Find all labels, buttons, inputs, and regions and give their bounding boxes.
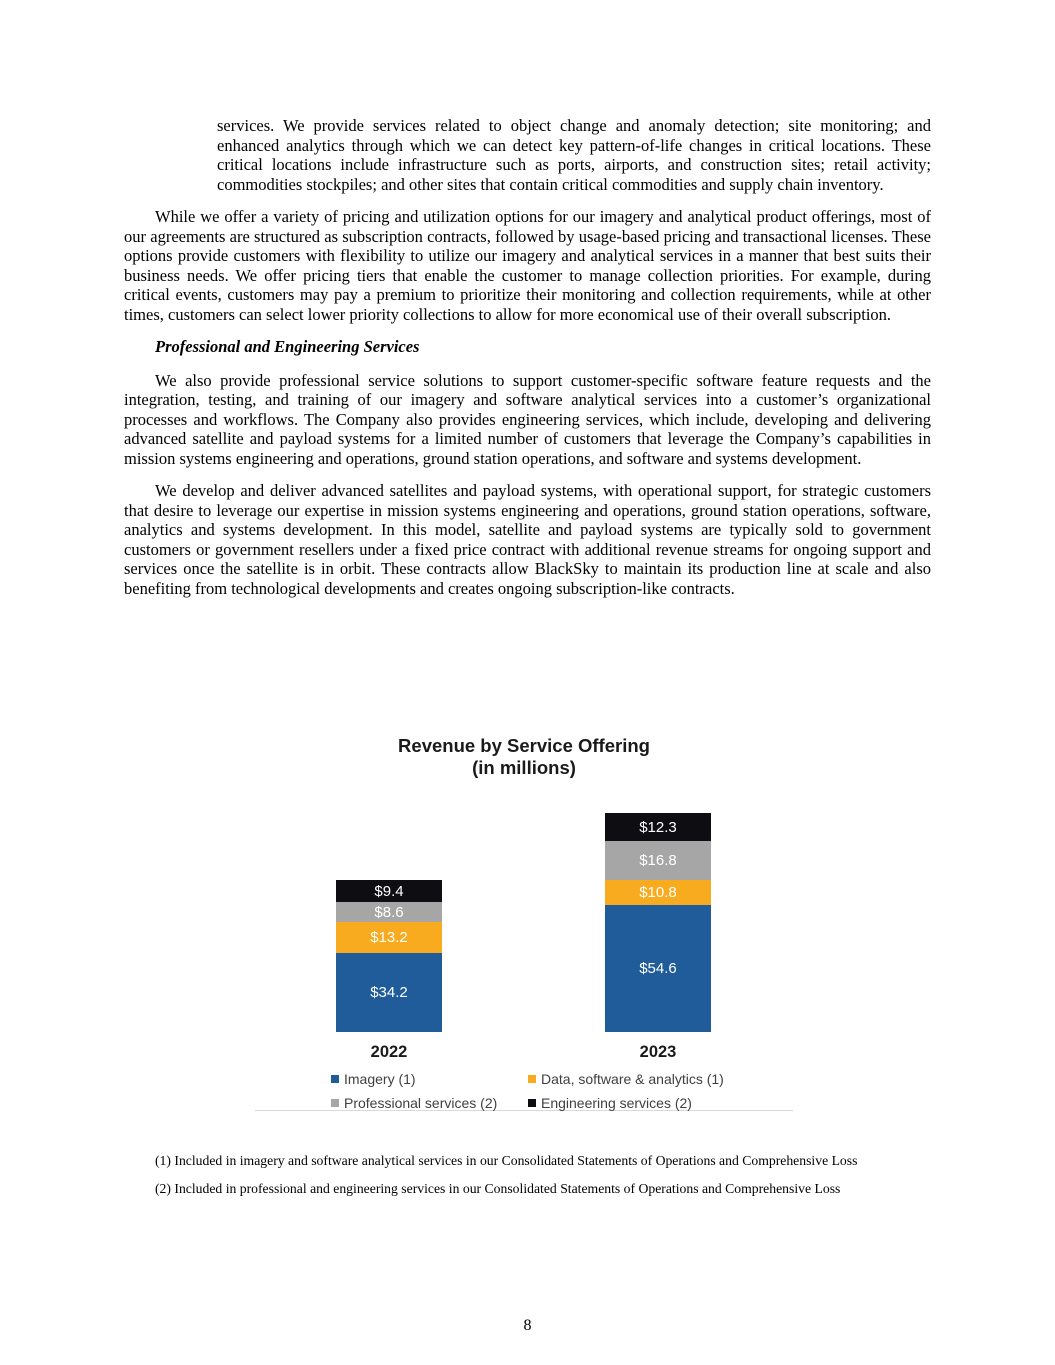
legend-item-engineering-services (528, 1095, 692, 1111)
bar-segment-label: $13.2 (370, 929, 408, 946)
bar-segment (336, 880, 442, 902)
legend-item-data-software-analytics (528, 1071, 724, 1087)
bar-segment-label: $16.8 (639, 852, 677, 869)
bar-segment (336, 922, 442, 953)
legend-label: Data, software & analytics (1) (541, 1071, 724, 1087)
body-text (124, 116, 931, 611)
stacked-bar-2022 (336, 880, 442, 1032)
chart-subtitle: (in millions) (472, 757, 576, 778)
chart-plot-area (255, 813, 793, 1032)
stacked-bar-2023 (605, 813, 711, 1032)
legend-item-imagery (331, 1071, 416, 1087)
bar-segment-label: $12.3 (639, 818, 677, 836)
paragraph: While we offer a variety of pricing and utilization options for our imagery and analytical product offerings, most of our agreements are structured as subscription contracts, followed by usage-based pricing and transactional licenses. These options provide customers with flexibility to utilize our imagery and analytical services in a manner that best suits their business needs. We offer pricing tiers that enable the customer to manage collection priorities. For example, during critical events, customers may pay a premium to prioritize their monitoring and collection requirements, while at other times, customers can select lower priority collections to allow for more economical use of their overall subscription. (124, 207, 931, 324)
bar-segment-label: $9.4 (374, 882, 404, 900)
legend-swatch-icon (331, 1075, 339, 1083)
bar-segment (336, 902, 442, 922)
bar-segment-label: $10.8 (639, 884, 677, 901)
legend-label: Professional services (2) (344, 1095, 498, 1111)
bar-segment-label: $8.6 (374, 903, 404, 921)
legend-label: Imagery (1) (344, 1071, 416, 1087)
paragraph: We also provide professional service solutions to support customer-specific software feature requests and the integration, testing, and training of our imagery and software analytical services into a customer’s organizational processes and workflows. The Company also provides engineering services, which include, developing and delivering advanced satellite and payload systems for a limited number of customers that leverage the Company’s capabilities in mission systems engineering and operations, ground station operations, and software and systems development. (124, 370, 931, 468)
page-number: 8 (523, 1317, 532, 1334)
footnote-1: (1) Included in imagery and software analytical services in our Consolidated Statements of Operations and Comprehensive Loss (155, 1153, 858, 1168)
legend-item-professional-services (331, 1095, 497, 1111)
bar-segment-label: $54.6 (639, 960, 677, 977)
footnote-2: (2) Included in professional and engineering services in our Consolidated Statements of Operations and Comprehensive Loss (155, 1181, 841, 1196)
legend-swatch-icon (528, 1075, 536, 1083)
paragraph-continuation: services. We provide services related to object change and anomaly detection; site monitoring; and enhanced analytics through which we can detect key pattern-of-life changes in critical locations. These critical locations include infrastructure such as ports, airports, and construction sites; retail activity; commodities stockpiles; and other sites that contain critical commodities and supply chain inventory. (217, 116, 931, 194)
legend-swatch-icon (528, 1099, 536, 1107)
paragraph: We develop and deliver advanced satellites and payload systems, with operational support, for strategic customers that desire to leverage our expertise in mission systems engineering and operations, ground station operations, software, analytics and systems development. In this model, satellite and payload systems are typically sold to government customers or government resellers under a fixed price contract with additional revenue streams for ongoing support and services once the satellite is in orbit. These contracts allow BlackSky to maintain its production line at scale and also benefiting from technological developments and creates ongoing subscription-like contracts. (124, 481, 931, 598)
x-axis-label-2023: 2023 (639, 1043, 677, 1061)
bar-segment-label: $34.2 (370, 984, 408, 1001)
chart-title: Revenue by Service Offering (398, 735, 650, 756)
bar-segment (605, 813, 711, 841)
bar-segment (605, 841, 711, 880)
bar-segment (605, 880, 711, 905)
legend-swatch-icon (331, 1099, 339, 1107)
legend-label: Engineering services (2) (541, 1095, 692, 1111)
x-axis-label-2022: 2022 (370, 1043, 408, 1061)
section-heading: Professional and Engineering Services (155, 337, 420, 356)
bar-segment (605, 905, 711, 1032)
footnotes (155, 1153, 895, 1209)
bar-segment (336, 953, 442, 1032)
revenue-by-service-offering-chart (255, 735, 793, 1125)
chart-legend (255, 1071, 793, 1121)
